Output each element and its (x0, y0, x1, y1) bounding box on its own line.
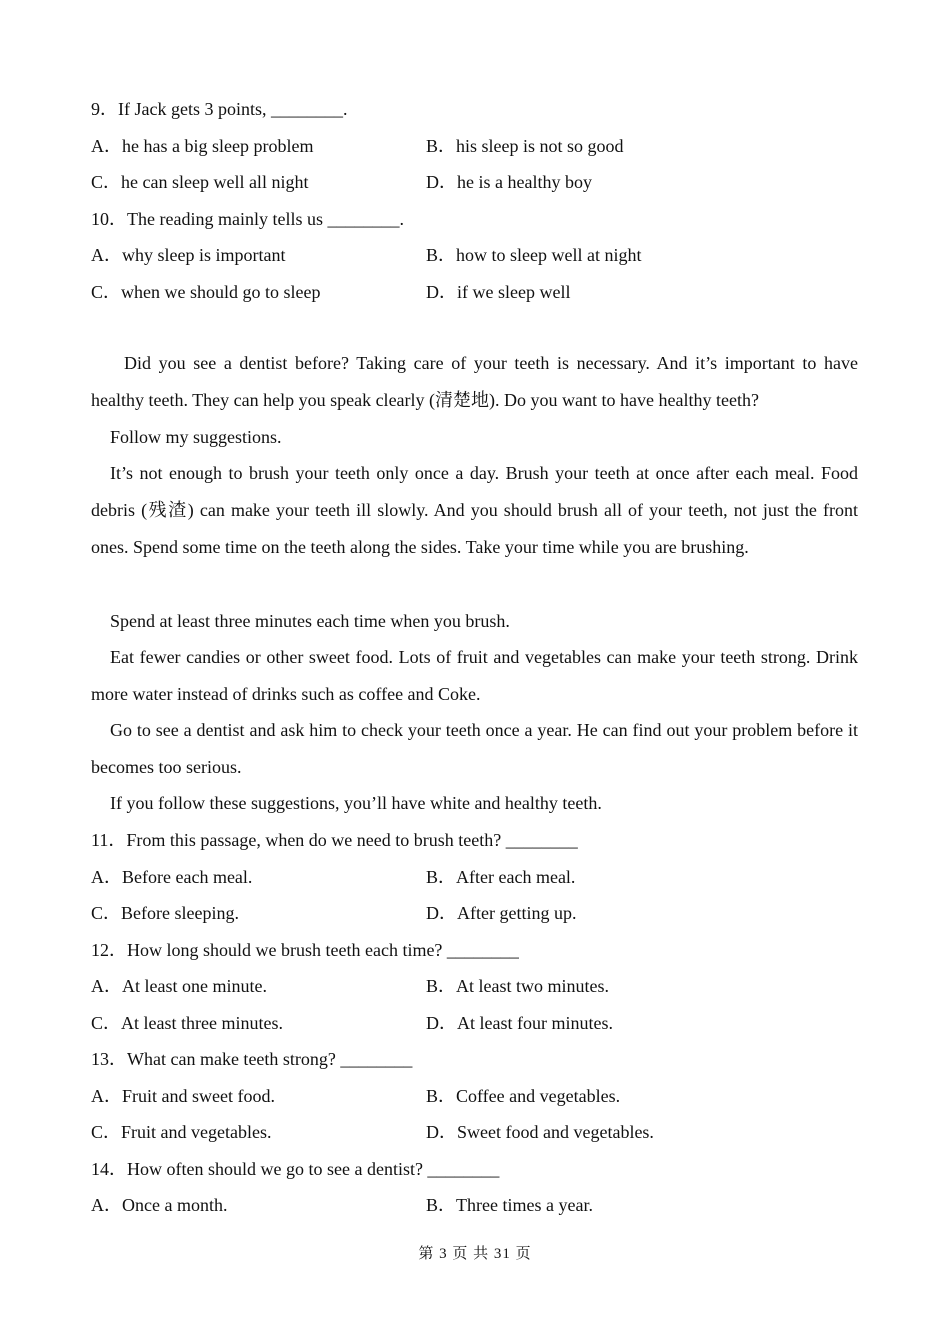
question-11-option-b: B．After each meal. (426, 867, 576, 887)
question-13-option-b: B．Coffee and vegetables. (426, 1086, 621, 1106)
question-11-stem: 11．From this passage, when do we need to brush teeth? ________ (91, 830, 578, 850)
question-13-option-a: A．Fruit and sweet food. (91, 1086, 275, 1106)
passage-paragraph-3: It’s not enough to brush your teeth only once a day. Brush your teeth at once after each meal. Food debris (残渣) can make your teeth ill slowly. And you should brush all of your teeth, not just the front ones. Spend some time on the teeth along the sides. Take your time while you are brushing. (91, 463, 858, 557)
question-11-option-c: C．Before sleeping. (91, 903, 239, 923)
page-footer: 第 3 页 共 31 页 (418, 1246, 532, 1262)
question-9-option-a: A．he has a big sleep problem (91, 136, 314, 156)
question-12-stem: 12．How long should we brush teeth each time? ________ (91, 940, 519, 960)
question-10-option-c: C．when we should go to sleep (91, 282, 321, 302)
question-10-option-b: B．how to sleep well at night (426, 245, 642, 265)
question-13-stem: 13．What can make teeth strong? ________ (91, 1049, 413, 1069)
question-11-option-d: D．After getting up. (426, 903, 577, 923)
question-9-stem: 9．If Jack gets 3 points, ________. (91, 99, 348, 119)
question-9-option-d: D．he is a healthy boy (426, 172, 592, 192)
question-10-option-d: D．if we sleep well (426, 282, 571, 302)
question-12-option-a: A．At least one minute. (91, 976, 267, 996)
question-12-option-b: B．At least two minutes. (426, 976, 609, 996)
passage-paragraph-4: Spend at least three minutes each time when you brush. (110, 611, 510, 631)
question-14-option-b: B．Three times a year. (426, 1195, 593, 1215)
passage-paragraph-1: Did you see a dentist before? Taking care of your teeth is necessary. And it’s important to have healthy teeth. They can help you speak clearly (清楚地). Do you want to have healthy teeth? (91, 353, 858, 410)
question-10-option-a: A．why sleep is important (91, 245, 286, 265)
question-12-option-c: C．At least three minutes. (91, 1013, 283, 1033)
question-9-option-b: B．his sleep is not so good (426, 136, 624, 156)
question-11-option-a: A．Before each meal. (91, 867, 253, 887)
question-14-option-a: A．Once a month. (91, 1195, 228, 1215)
question-12-option-d: D．At least four minutes. (426, 1013, 613, 1033)
question-10-stem: 10．The reading mainly tells us ________. (91, 209, 404, 229)
passage-paragraph-7: If you follow these suggestions, you’ll have white and healthy teeth. (110, 793, 602, 813)
question-13-option-d: D．Sweet food and vegetables. (426, 1122, 654, 1142)
question-14-stem: 14．How often should we go to see a dentist? ________ (91, 1159, 500, 1179)
passage-paragraph-6: Go to see a dentist and ask him to check your teeth once a year. He can find out your problem before it becomes too serious. (91, 720, 858, 777)
passage-paragraph-2: Follow my suggestions. (110, 427, 282, 447)
question-9-option-c: C．he can sleep well all night (91, 172, 309, 192)
passage-paragraph-5: Eat fewer candies or other sweet food. Lots of fruit and vegetables can make your teeth strong. Drink more water instead of drinks such as coffee and Coke. (91, 647, 858, 704)
question-13-option-c: C．Fruit and vegetables. (91, 1122, 272, 1142)
